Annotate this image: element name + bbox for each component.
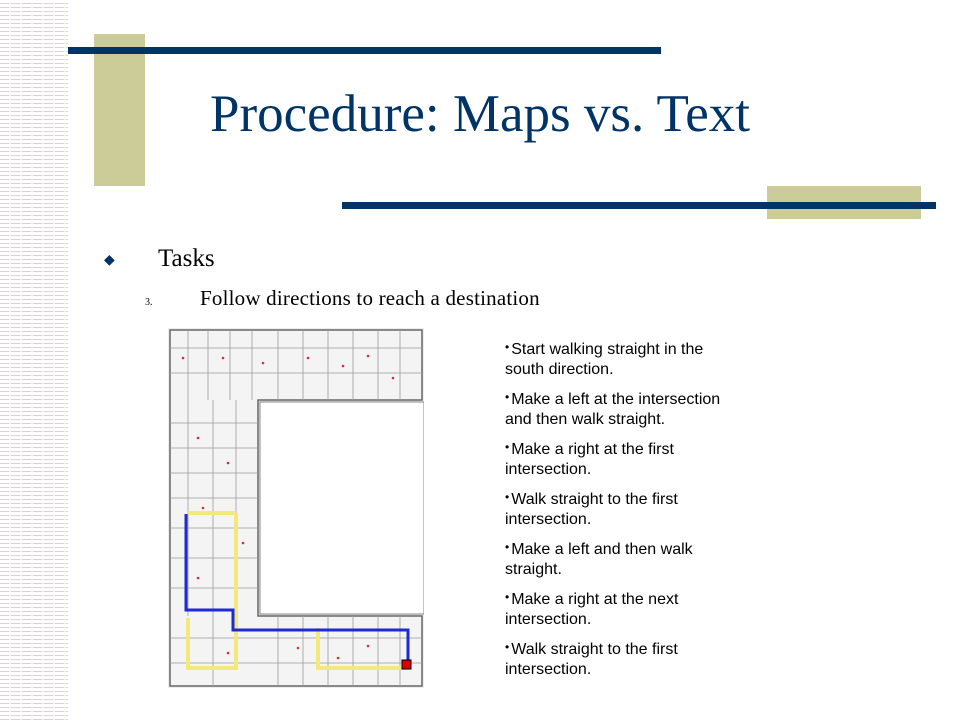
floor-plan-drawing xyxy=(168,328,424,688)
slide-title: Procedure: Maps vs. Text xyxy=(210,85,750,143)
direction-step: • Start walking straight in the south direction. xyxy=(505,340,704,378)
bullet-tasks: Tasks xyxy=(158,245,215,272)
direction-step: • Walk straight to the first intersection. xyxy=(505,640,678,678)
direction-step: • Make a left at the intersection and then walk straight. xyxy=(505,390,721,428)
floor-plan-map xyxy=(168,328,424,688)
direction-step: • Make a right at the first intersection. xyxy=(505,440,674,478)
decor-navy-bar-top xyxy=(68,47,661,54)
decor-navy-bar-bottom xyxy=(342,202,936,209)
diamond-bullet-icon: ◆ xyxy=(104,253,115,268)
directions-list xyxy=(505,338,735,688)
direction-step: • Make a left and then walk straight. xyxy=(505,540,693,578)
sub-bullet-number: 3. xyxy=(145,297,153,308)
sub-bullet-text: Follow directions to reach a destination xyxy=(200,286,540,310)
direction-step: • Walk straight to the first intersection. xyxy=(505,490,678,528)
direction-step: • Make a right at the next intersection. xyxy=(505,590,679,628)
